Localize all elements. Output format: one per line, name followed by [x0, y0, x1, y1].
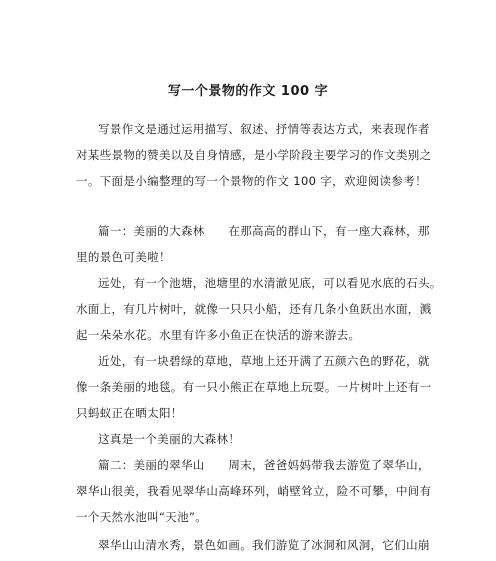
- paragraph-line: 篇二：美丽的翠华山 周末，爸爸妈妈带我去游览了翠华山，: [98, 458, 430, 472]
- paragraph-line: 近处，有一块碧绿的草地，草地上还开满了五颜六色的野花，就: [98, 354, 430, 368]
- paragraph-line: 对某些景物的赞美以及自身情感，是小学阶段主要学习的作文类别之: [76, 148, 432, 162]
- paragraph-line: 篇一：美丽的大森林 在那高高的群山下，有一座大森林，那: [98, 224, 430, 238]
- paragraph-line: 只蚂蚁正在晒太阳！: [76, 406, 183, 420]
- document-title: 写一个景物的作文 100 字: [167, 84, 329, 99]
- paragraph-line: 一个天然水池叫“天池”。: [76, 510, 208, 524]
- paragraph-line: 远处，有一个池塘，池塘里的水清澈见底，可以看见水底的石头。: [98, 276, 442, 290]
- paragraph-line: 起一朵朵水花。水里有许多小鱼正在快活的游来游去。: [76, 328, 361, 342]
- paragraph-line: 一。下面是小编整理的写一个景物的作文 100 字，欢迎阅读参考！: [76, 174, 427, 188]
- paragraph-line: 像一条美丽的地毯。有一只小熊正在草地上玩耍。一片树叶上还有一: [76, 380, 432, 394]
- paragraph-line: 写景作文是通过运用描写、叙述、抒情等表达方式，来表现作者: [98, 122, 430, 136]
- paragraph-line: 这真是一个美丽的大森林！: [98, 432, 241, 446]
- paragraph-line: 翠华山很美，我看见翠华山高峰环列，峭壁耸立，险不可攀，中间有: [76, 484, 432, 498]
- paragraph-line: 水面上，有几片树叶，就像一只只小船，还有几条小鱼跃出水面，溅: [76, 302, 432, 316]
- paragraph-line: 里的景色可美啦！: [76, 250, 171, 264]
- paragraph-line: 翠华山山清水秀，景色如画。我们游览了冰洞和风洞，它们山崩: [98, 538, 430, 552]
